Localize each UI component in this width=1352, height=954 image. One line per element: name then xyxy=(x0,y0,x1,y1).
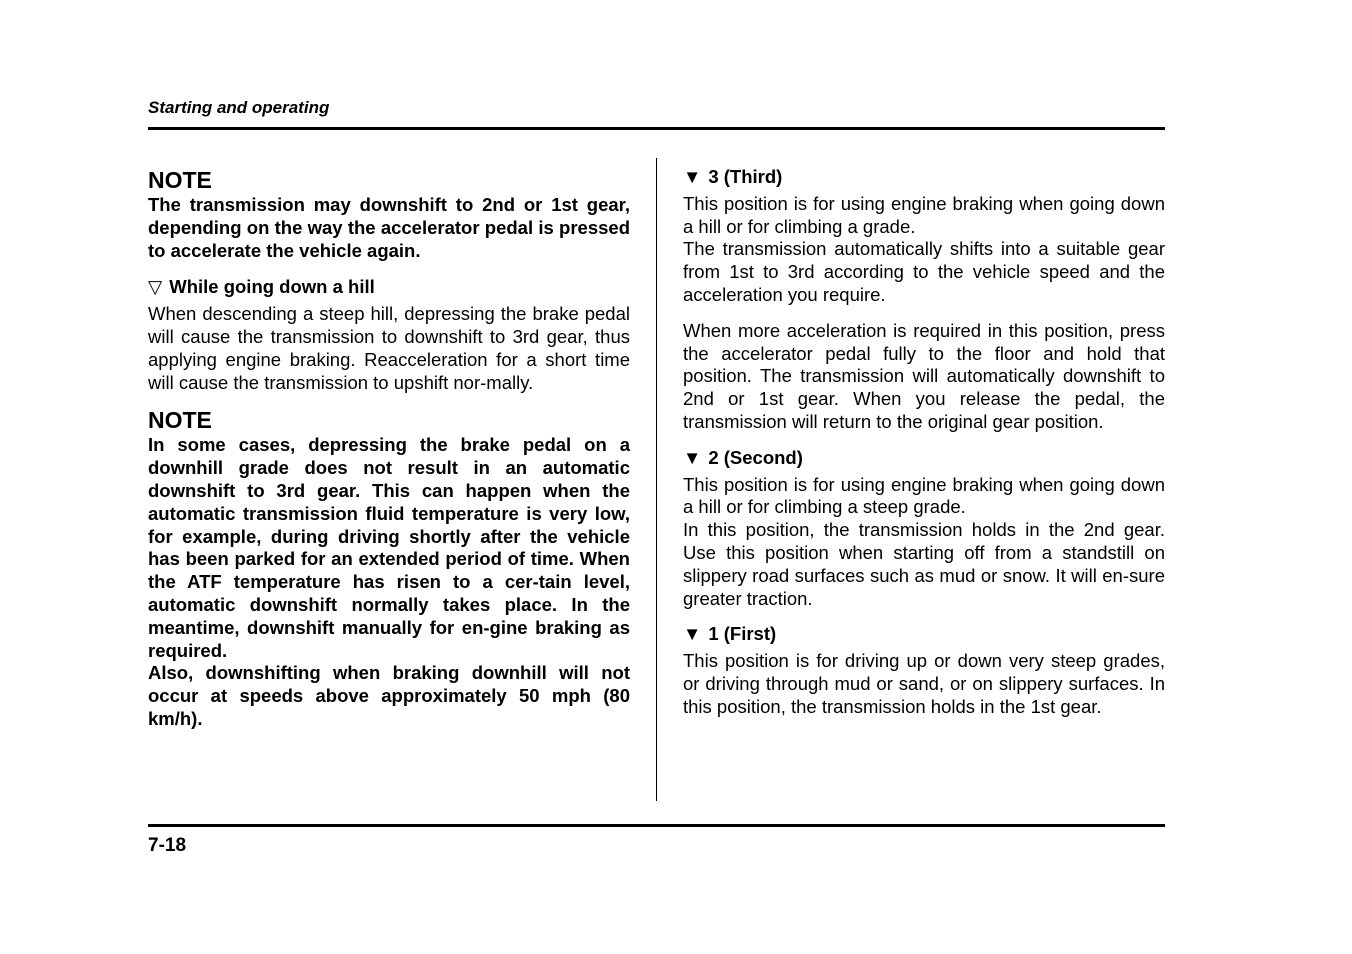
section-title: Starting and operating xyxy=(148,98,330,117)
downhill-paragraph: When descending a steep hill, depressing the brake pedal will cause the transmission to downshift to 3rd gear, thus applying engine braking. Reacceleration for a short time will cause the transmission to upshift nor-mally. xyxy=(148,303,630,393)
first-heading-label: 1 (First) xyxy=(708,623,777,645)
first-paragraph: This position is for driving up or down very steep grades, or driving through mud or sand, or on slippery surfaces. In this position, the transmission holds in the 1st gear. xyxy=(683,650,1165,717)
triangle-down-icon: ▼ xyxy=(683,166,702,187)
left-column xyxy=(148,166,630,731)
triangle-outline-icon: ▽ xyxy=(148,276,163,298)
third-heading xyxy=(683,166,1165,189)
first-heading xyxy=(683,623,1165,646)
third-heading-label: 3 (Third) xyxy=(708,166,783,187)
note-text: Also, downshifting when braking downhill will not occur at speeds above approximately 50 mph (80 km/h). xyxy=(148,662,630,729)
third-paragraph: When more acceleration is required in this position, press the accelerator pedal fully to the floor and hold that position. The transmission will automatically downshift to 2nd or 1st gear. When you release the pedal, the transmission will return to the original gear position. xyxy=(683,319,1165,432)
note-text: The transmission may downshift to 2nd or 1st gear, depending on the way the accelerator pedal is pressed to accelerate the vehicle again. xyxy=(148,194,630,261)
note-heading: NOTE xyxy=(148,407,212,434)
third-paragraph: The transmission automatically shifts into a suitable gear from 1st to 3rd according to the vehicle speed and the acceleration you require. xyxy=(683,238,1165,305)
downhill-heading-label: While going down a hill xyxy=(169,276,375,298)
second-paragraph: This position is for using engine braking when going down a hill or for climbing a steep grade. xyxy=(683,473,1165,518)
column-divider xyxy=(656,158,657,801)
third-paragraph: This position is for using engine braking when going down a hill or for climbing a grade. xyxy=(683,192,1165,237)
triangle-down-icon: ▼ xyxy=(683,623,702,645)
second-heading-label: 2 (Second) xyxy=(708,446,803,468)
note-heading: NOTE xyxy=(148,167,212,193)
downhill-heading xyxy=(148,276,630,299)
header-rule xyxy=(148,127,1165,130)
second-heading xyxy=(683,447,1165,470)
second-paragraph: In this position, the transmission holds in the 2nd gear. Use this position when starting off from a standstill on slippery road surfaces such as mud or snow. It will en-sure greater traction. xyxy=(683,519,1165,609)
right-column xyxy=(683,166,1165,719)
note-text: In some cases, depressing the brake pedal on a downhill grade does not result in an automatic downshift to 3rd gear. This can happen when the automatic transmission fluid temperature is very low, for example, during driving shortly after the vehicle has been parked for an extended period of time. When the ATF temperature has risen to a cer-tain level, automatic downshift normally takes place. In the meantime, downshift manually for en-gine braking as required. xyxy=(148,434,630,661)
footer-rule xyxy=(148,824,1165,827)
triangle-down-icon: ▼ xyxy=(683,446,702,468)
page-number: 7-18 xyxy=(148,835,187,856)
